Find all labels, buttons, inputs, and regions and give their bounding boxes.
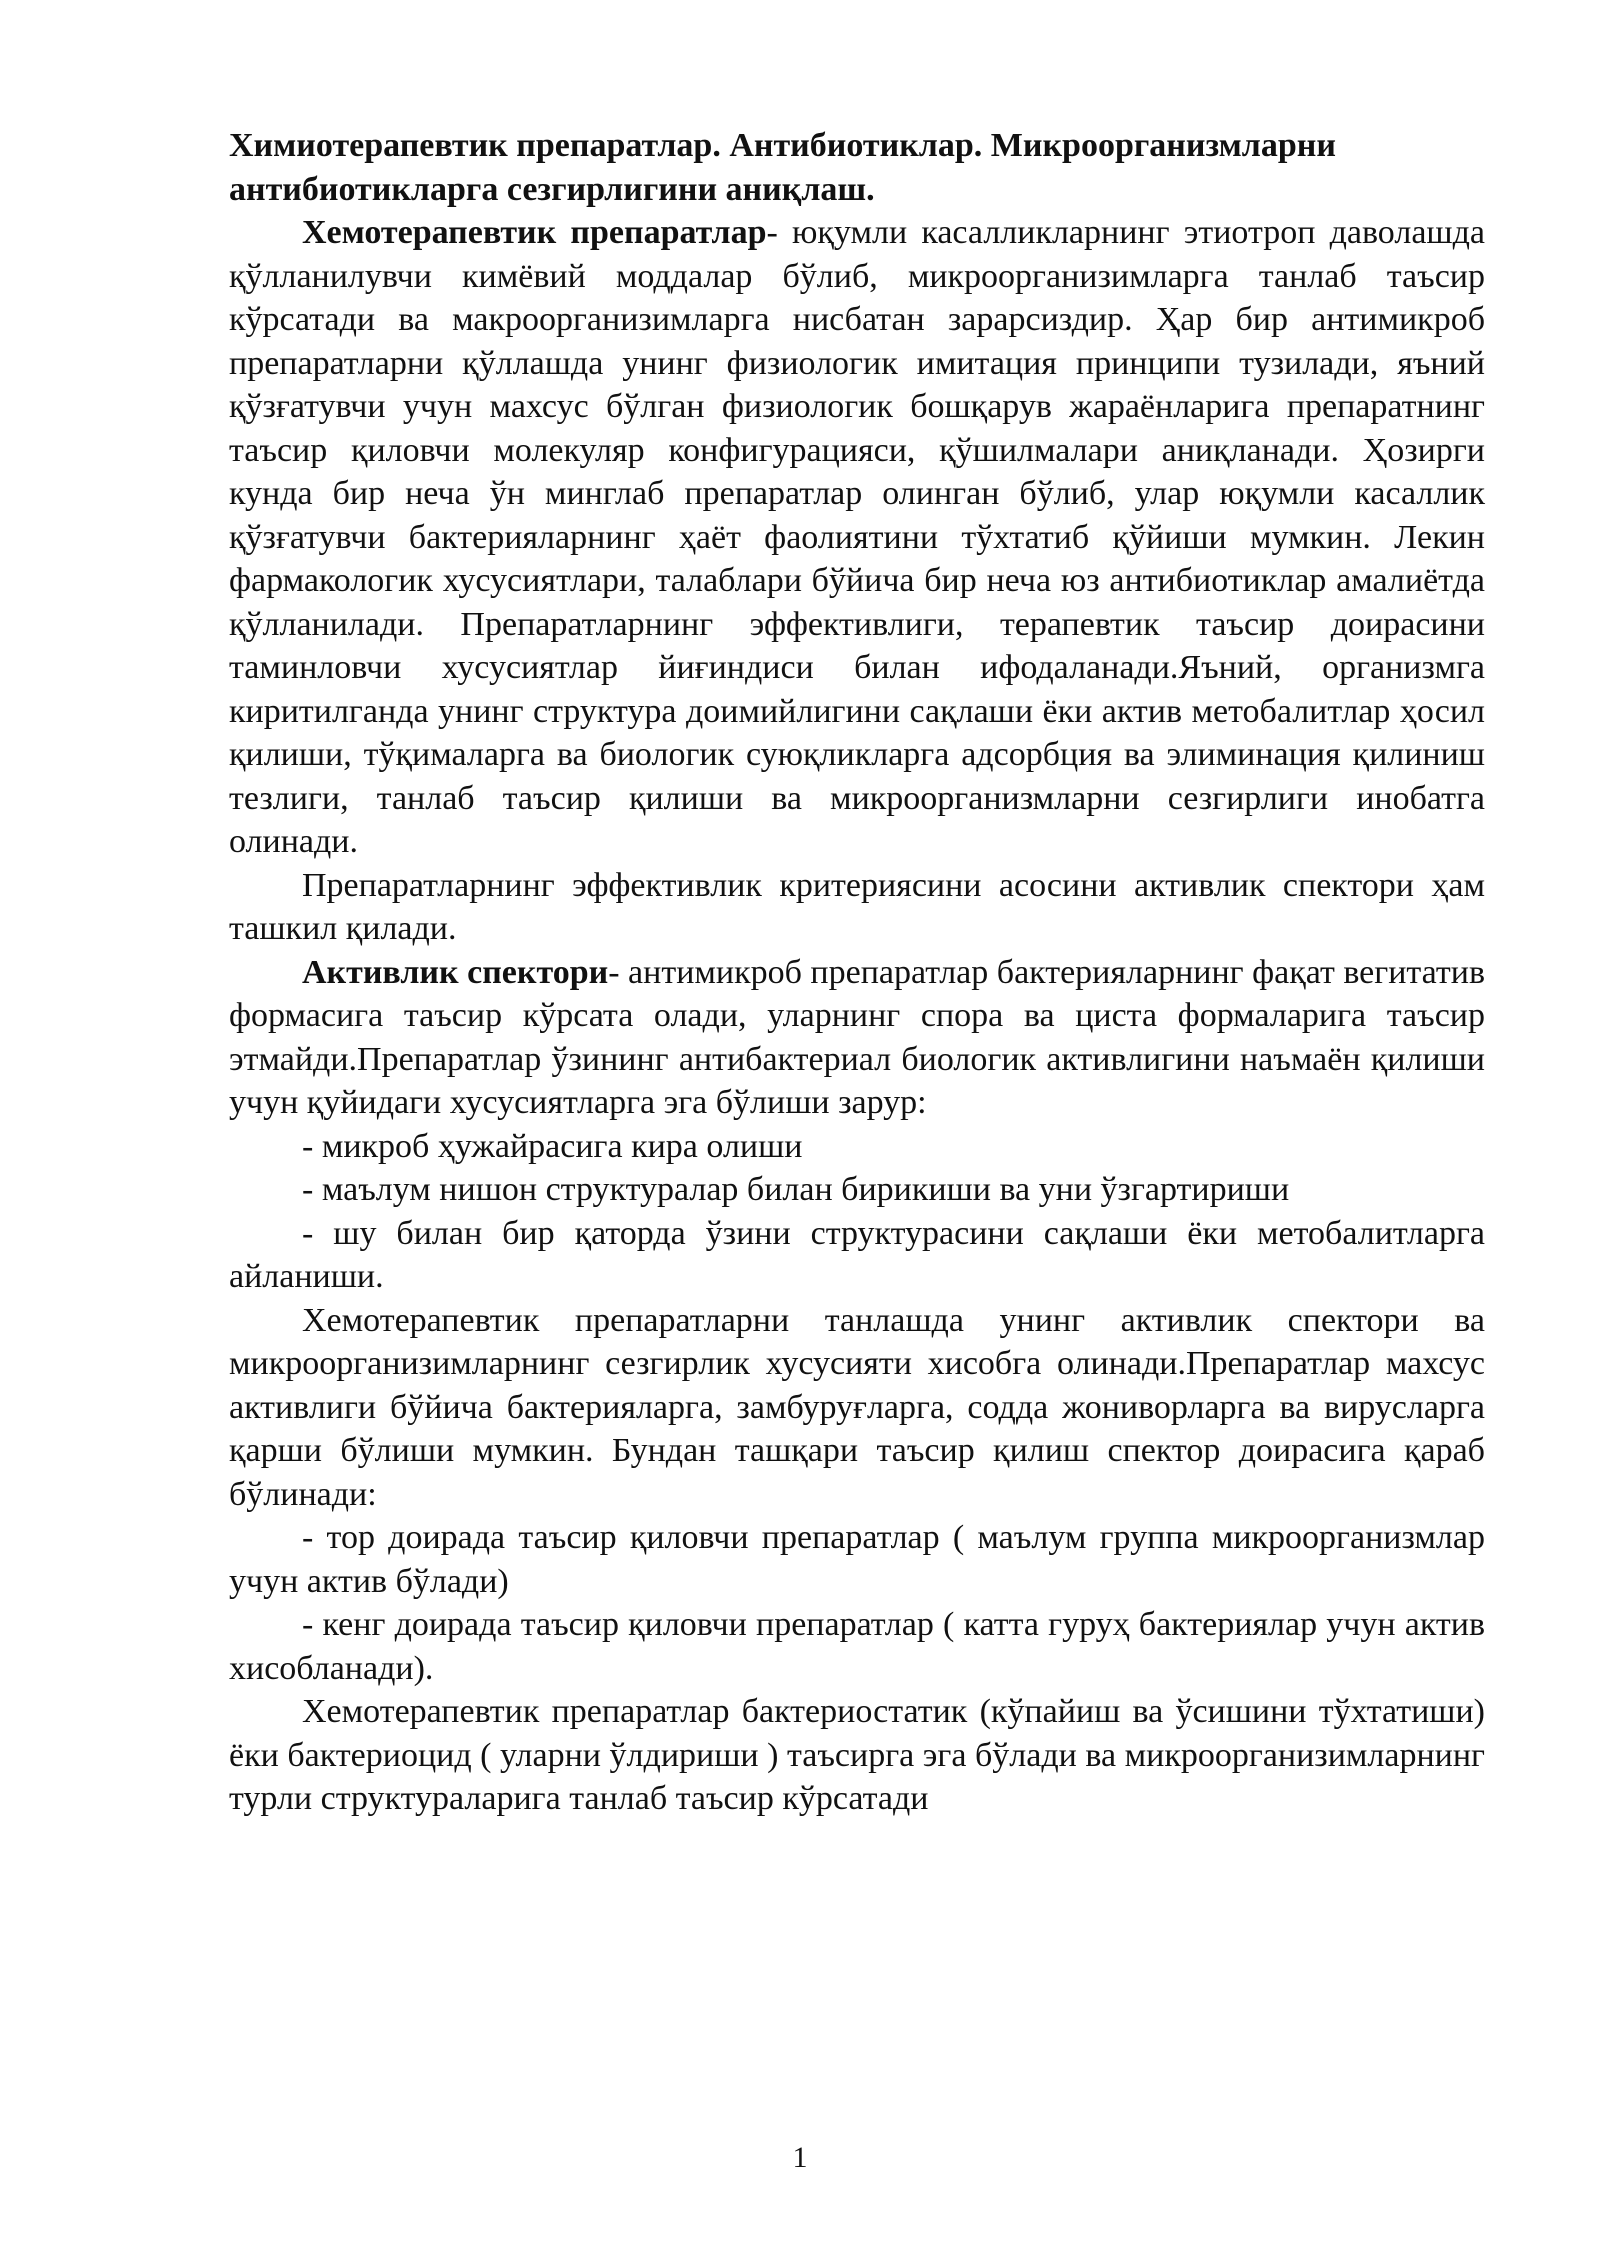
list-item: - маълум нишон структуралар билан бирикиши ва уни ўзгартириши	[302, 1171, 1290, 1208]
paragraph-efficacy-criteria: Препаратларнинг эффективлик критериясини асосини активлик спектори ҳам ташкил қилади.	[229, 866, 1485, 947]
paragraph-activity-spectrum	[229, 951, 1485, 1125]
paragraph-chemotherapeutic-drugs	[229, 211, 1485, 864]
list-item: - тор доирада таъсир қиловчи препаратлар ( маълум группа микроорганизмлар учун актив бўлади)	[229, 1519, 1485, 1600]
list-item: - микроб ҳужайрасига кира олиши	[302, 1127, 803, 1165]
list-item: - шу билан бир қаторда ўзини структурасини сақлаши ёки метобалитларга айланиши.	[229, 1214, 1485, 1295]
term-activity-spectrum: Активлик спектори	[302, 953, 609, 991]
document-body	[229, 124, 1485, 1821]
list-item: - кенг доирада таъсир қиловчи препаратлар ( катта гуруҳ бактериялар учун актив хисобланади).	[229, 1606, 1485, 1687]
paragraph-text: - юқумли касалликларнинг этиотроп даволашда қўлланилувчи кимёвий моддалар бўлиб, микроорганизимларга танлаб таъсир кўрсатади ва макроорганизимларга нисбатан зарарсиздир. Ҳар бир антимикроб препаратларни қўллашда унинг физиологик имитация принципи тузилади, яъний қўзғатувчи учун махсус бўлган физиологик бошқарув жараёнларига препаратнинг таъсир қиловчи молекуляр конфигурацияси, қўшилмалари аниқланади. Ҳозирги кунда бир неча ўн минглаб препаратлар олинган бўлиб, улар юқумли касаллик қўзғатувчи бактерияларнинг ҳаёт фаолиятини тўхтатиб қўйиши мумкин. Лекин фармакологик хусусиятлари, талаблари бўйича бир неча юз антибиотиклар амалиётда қўлланилади. Препаратларнинг эффективлиги, терапевтик таъсир доирасини таминловчи хусусиятлар йиғиндиси билан ифодаланади.Яъний, организмга киритилганда унинг структура доимийлигини сақлаши ёки актив метобалитлар ҳосил қилиши, тўқималарга ва биологик суюқликларга адсорбция ва элиминация қилиниш тезлиги, танлаб таъсир қилиши ва микроорганизмларни сезгирлиги инобатга олинади.	[229, 214, 1485, 860]
term-chemotherapeutic-drugs: Хемотерапевтик препаратлар	[302, 214, 767, 251]
paragraph-text: - антимикроб препаратлар бактерияларнинг фақат вегитатив формасига таъсир кўрсата олади, уларнинг спора ва циста формаларига таъсир этмайди.Препаратлар ўзининг антибактериал биологик активлигини наъмаён қилиши учун қуйидаги хусусиятларга эга бўлиши зарур:	[229, 953, 1485, 1121]
document-title: Химиотерапевтик препаратлар. Антибиотиклар. Микроорганизмларни антибиотикларга сезгирлигини аниқлаш.	[229, 127, 1336, 208]
paragraph-drug-selection: Хемотерапевтик препаратларни танлашда унинг активлик спектори ва микроорганизимларнинг сезгирлик хусусияти хисобга олинади.Препаратлар махсус активлиги бўйича бактерияларга, замбуруғларга, содда жониворларга ва вирусларга қарши бўлиши мумкин. Бундан ташқари таъсир қилиш спектор доирасига қараб бўлинади:	[229, 1301, 1485, 1513]
paragraph-bacteriostatic-bactericidal: Хемотерапевтик препаратлар бактериостатик (кўпайиш ва ўсишини тўхтатиши) ёки бактериоцид ( уларни ўлдириши ) таъсирга эга бўлади ва микроорганизимларнинг турли структураларига танлаб таъсир кўрсатади	[229, 1693, 1485, 1817]
page-number: 1	[792, 2141, 808, 2174]
